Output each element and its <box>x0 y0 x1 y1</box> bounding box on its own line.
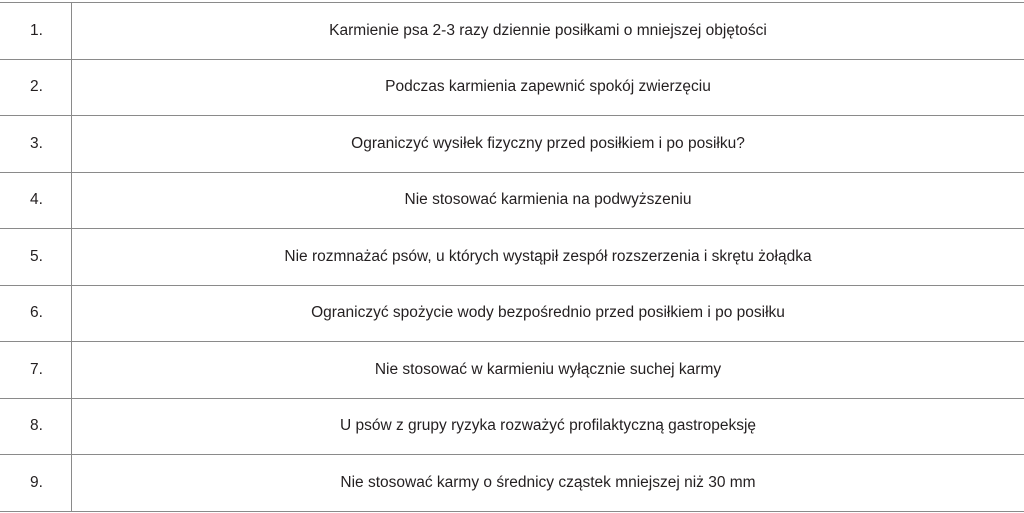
table-row <box>0 116 1024 173</box>
table-row <box>0 285 1024 342</box>
row-number: 1. <box>0 3 72 60</box>
row-text: Nie stosować w karmieniu wyłącznie suchej karmy <box>72 342 1024 399</box>
table-row <box>0 172 1024 229</box>
row-number: 7. <box>0 342 72 399</box>
row-text: Ograniczyć wysiłek fizyczny przed posiłkiem i po posiłku? <box>72 116 1024 173</box>
row-number: 9. <box>0 455 72 512</box>
row-text: Nie stosować karmienia na podwyższeniu <box>72 172 1024 229</box>
row-number: 5. <box>0 229 72 286</box>
row-text: Ograniczyć spożycie wody bezpośrednio przed posiłkiem i po posiłku <box>72 285 1024 342</box>
row-number: 8. <box>0 398 72 455</box>
row-text: Nie rozmnażać psów, u których wystąpił zespół rozszerzenia i skrętu żołądka <box>72 229 1024 286</box>
table-row <box>0 342 1024 399</box>
row-number: 2. <box>0 59 72 116</box>
row-text: U psów z grupy ryzyka rozważyć profilaktyczną gastropeksję <box>72 398 1024 455</box>
row-number: 4. <box>0 172 72 229</box>
table-row <box>0 3 1024 60</box>
row-text: Nie stosować karmy o średnicy cząstek mniejszej niż 30 mm <box>72 455 1024 512</box>
table-row <box>0 398 1024 455</box>
table-row <box>0 229 1024 286</box>
recommendations-table <box>0 2 1024 512</box>
row-number: 6. <box>0 285 72 342</box>
table-row <box>0 455 1024 512</box>
row-number: 3. <box>0 116 72 173</box>
row-text: Karmienie psa 2-3 razy dziennie posiłkami o mniejszej objętości <box>72 3 1024 60</box>
table-row <box>0 59 1024 116</box>
row-text: Podczas karmienia zapewnić spokój zwierzęciu <box>72 59 1024 116</box>
